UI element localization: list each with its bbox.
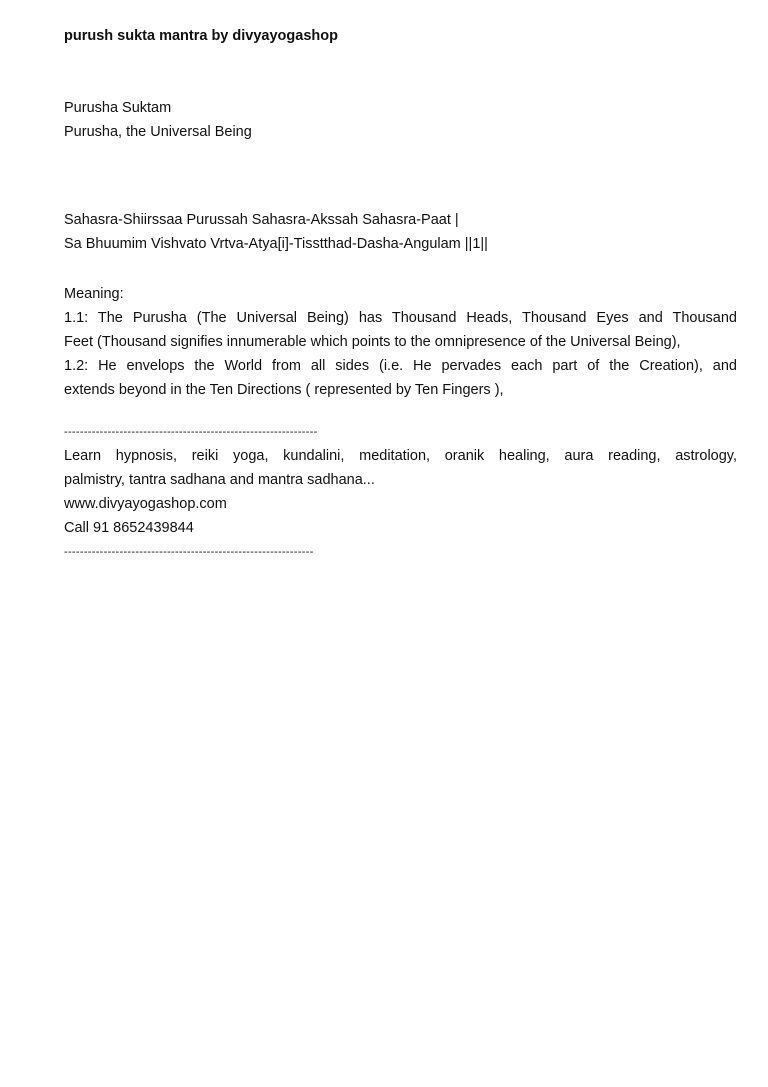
- separator-bottom: ---------------------------------------------------------------: [64, 546, 314, 558]
- meaning-line-4: extends beyond in the Ten Directions ( represented by Ten Fingers ),: [64, 382, 504, 398]
- meaning-line-1: 1.1: The Purusha (The Universal Being) has Thousand Heads, Thousand Eyes and Thousand: [64, 310, 737, 326]
- website-link[interactable]: [64, 492, 737, 516]
- heading-block: [64, 96, 737, 144]
- verse-line-2: Sa Bhuumim Vishvato Vrtva-Atya[i]-Tisstthad-Dasha-Angulam ||1||: [64, 236, 488, 252]
- meaning-block: [64, 282, 737, 402]
- heading-line-2: Purusha, the Universal Being: [64, 124, 252, 140]
- phone-number: Call 91 8652439844: [64, 520, 194, 536]
- document-title: purush sukta mantra by divyayogashop: [64, 28, 338, 44]
- verse-line-1: Sahasra-Shiirssaa Purussah Sahasra-Akssah Sahasra-Paat |: [64, 212, 459, 228]
- meaning-label: Meaning:: [64, 286, 124, 302]
- footer-block: [64, 420, 737, 564]
- footer-line-2: palmistry, tantra sadhana and mantra sadhana...: [64, 472, 375, 488]
- website-link-text[interactable]: www.divyayogashop.com: [64, 496, 227, 512]
- meaning-line-3: 1.2: He envelops the World from all sides (i.e. He pervades each part of the Creation), and: [64, 358, 737, 374]
- separator-top: ----------------------------------------------------------------: [64, 426, 318, 438]
- heading-line-1: Purusha Suktam: [64, 100, 172, 116]
- verse-block: [64, 208, 737, 256]
- meaning-line-2: Feet (Thousand signifies innumerable which points to the omnipresence of the Universal Being),: [64, 334, 681, 350]
- footer-line-1: Learn hypnosis, reiki yoga, kundalini, meditation, oranik healing, aura reading, astrology,: [64, 448, 737, 464]
